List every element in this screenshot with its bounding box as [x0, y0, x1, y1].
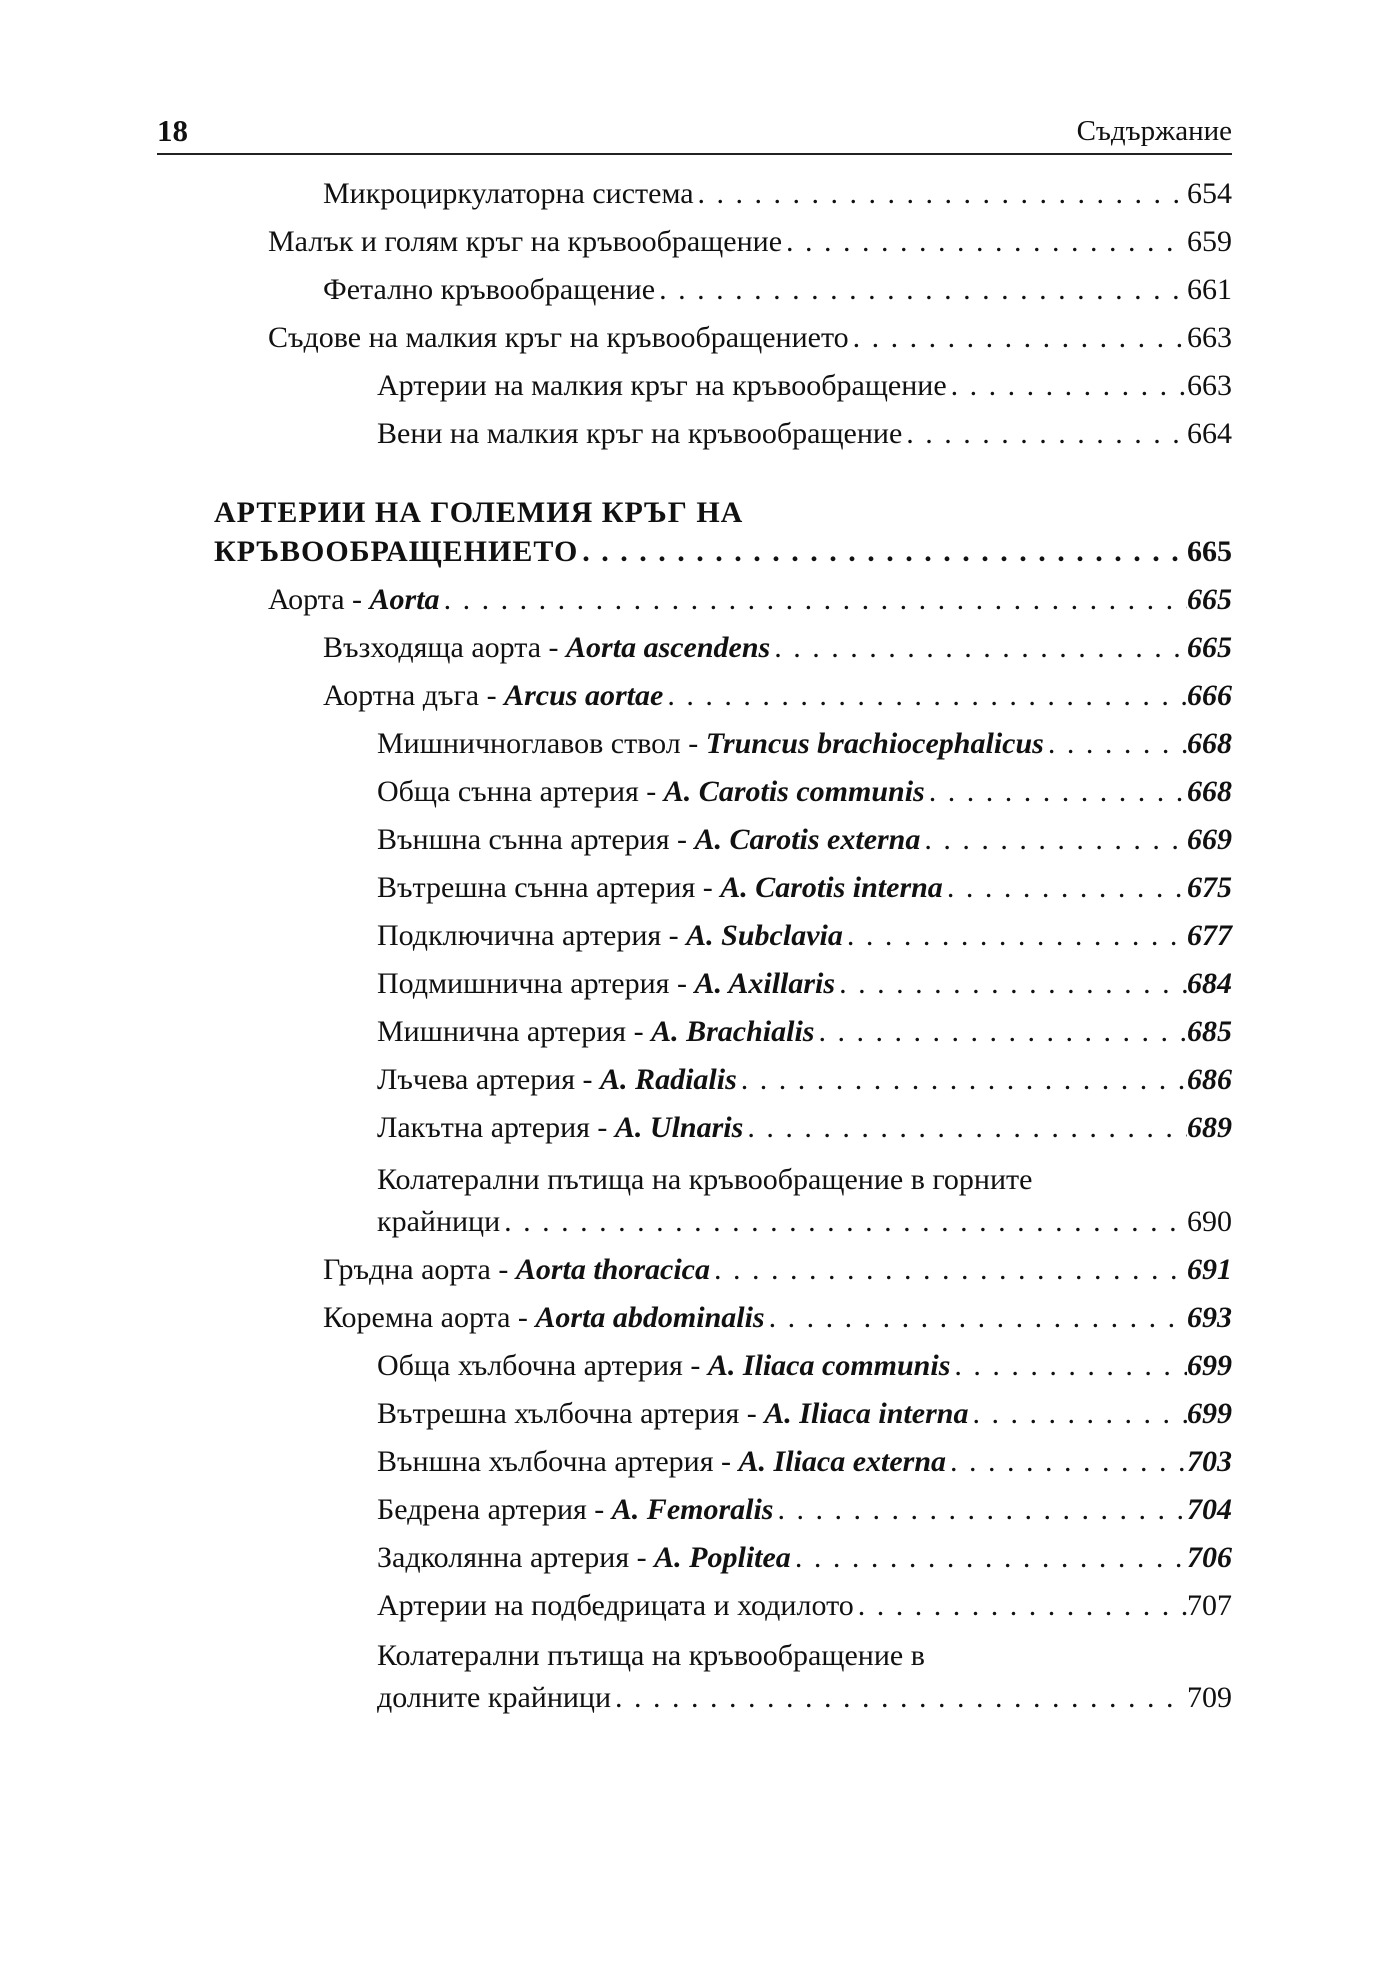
leader-dots: [770, 630, 1187, 666]
toc-entry-latin: Truncus brachiocephalicus: [705, 727, 1044, 760]
toc-entry-page: 707: [1187, 1589, 1232, 1622]
leader-dots: [655, 272, 1187, 308]
toc-entry-title: Лакътна артерия -: [377, 1111, 615, 1144]
toc-entry-title: Мишнична артерия -: [377, 1015, 652, 1048]
leader-dots: [782, 224, 1187, 260]
toc-entry-page: 666: [1187, 679, 1232, 712]
toc-entry-title: Малък и голям кръг на кръвообращение: [268, 225, 783, 258]
section-heading-entry[interactable]: [214, 534, 1232, 570]
toc-entry[interactable]: [377, 726, 1232, 762]
toc-entry[interactable]: [323, 1300, 1232, 1336]
toc-entry-page: 677: [1187, 919, 1232, 952]
toc-entry-latin: Aorta thoracica: [515, 1253, 710, 1286]
leader-dots: [843, 918, 1187, 954]
toc-entry-page: 691: [1187, 1253, 1232, 1286]
leader-dots: [968, 1396, 1187, 1432]
running-head: Съдържание: [1076, 115, 1232, 147]
toc-entry[interactable]: [377, 774, 1232, 810]
toc-entry[interactable]: [377, 1348, 1232, 1384]
toc-entry-title: Външна сънна артерия -: [377, 823, 695, 856]
leader-dots: [500, 1204, 1187, 1240]
toc-entry-title: Външна хълбочна артерия -: [377, 1445, 739, 1478]
leader-dots: [854, 1588, 1187, 1624]
toc-entry-latin: Aorta: [369, 583, 440, 616]
toc-entry-latin: A. Ulnaris: [614, 1111, 744, 1144]
toc-entry-page: 659: [1187, 225, 1232, 258]
toc-entry-latin: Arcus aortae: [504, 679, 664, 712]
toc-entry-latin: A. Iliaca interna: [764, 1397, 969, 1430]
toc-entry-page: 706: [1187, 1541, 1232, 1574]
toc-entry-latin: Aorta abdominalis: [535, 1301, 765, 1334]
leader-dots: [902, 416, 1187, 452]
toc-entry-page: 699: [1187, 1397, 1232, 1430]
toc-entry-page: 668: [1187, 727, 1232, 760]
toc-entry-page: 690: [1187, 1205, 1232, 1238]
toc-entry-page: 665: [1187, 631, 1232, 664]
toc-entry[interactable]: [268, 224, 1232, 260]
leader-dots: [946, 1444, 1187, 1480]
toc-entry[interactable]: [323, 1252, 1232, 1288]
toc-entry-page: 661: [1187, 273, 1232, 306]
toc-entry[interactable]: [377, 1110, 1232, 1146]
leader-dots: [1044, 726, 1187, 762]
leader-dots: [578, 534, 1187, 570]
toc-entry-page: 669: [1187, 823, 1232, 856]
toc-entry-latin: A. Iliaca externa: [738, 1445, 947, 1478]
toc-entry-latin: A. Carotis communis: [663, 775, 925, 808]
toc-entry-latin: A. Axillaris: [694, 967, 836, 1000]
toc-entry-title: Вътрешна хълбочна артерия -: [377, 1397, 765, 1430]
toc-entry[interactable]: [377, 1680, 1232, 1716]
toc-entry-latin: A. Brachialis: [651, 1015, 815, 1048]
toc-entry-title: Вени на малкия кръг на кръвообращение: [377, 417, 903, 450]
leader-dots: [849, 320, 1187, 356]
toc-entry-page: 684: [1187, 967, 1232, 1000]
toc-entry-title: Лъчева артерия -: [377, 1063, 601, 1096]
toc-entry-page: 675: [1187, 871, 1232, 904]
toc-entry[interactable]: [377, 416, 1232, 452]
toc-entry-page: 685: [1187, 1015, 1232, 1048]
toc-entry[interactable]: [377, 822, 1232, 858]
section-heading-page: 665: [1187, 535, 1232, 568]
toc-entry-page: 699: [1187, 1349, 1232, 1382]
leader-dots: [737, 1062, 1187, 1098]
leader-dots: [943, 870, 1187, 906]
leader-dots: [694, 176, 1187, 212]
toc-entry[interactable]: [377, 870, 1232, 906]
toc-entry-latin: A. Femoralis: [611, 1493, 774, 1526]
toc-entry-title: Фетално кръвообращение: [323, 273, 656, 306]
toc-entry-latin: A. Carotis externa: [694, 823, 921, 856]
toc-entry-latin: A. Subclavia: [686, 919, 843, 952]
leader-dots: [710, 1252, 1187, 1288]
toc-entry-page: 654: [1187, 177, 1232, 210]
leader-dots: [925, 774, 1187, 810]
toc-entry-title: Обща сънна артерия -: [377, 775, 664, 808]
section-heading-line1: АРТЕРИИ НА ГОЛЕМИЯ КРЪГ НА: [214, 496, 744, 529]
toc-entry-title: Съдове на малкия кръг на кръвообращението: [268, 321, 849, 354]
toc-entry[interactable]: [377, 966, 1232, 1002]
toc-entry-title-line1[interactable]: Колатерални пътища на кръвообращение в: [377, 1639, 925, 1672]
toc-entry-page: 664: [1187, 417, 1232, 450]
toc-entry-title: Бедрена артерия -: [377, 1493, 612, 1526]
toc-entry[interactable]: [268, 320, 1232, 356]
leader-dots: [950, 1348, 1187, 1384]
toc-entry[interactable]: [377, 918, 1232, 954]
page-header: [157, 111, 1232, 155]
toc-entry-page: 663: [1187, 321, 1232, 354]
toc-entry-page: 709: [1187, 1681, 1232, 1714]
leader-dots: [765, 1300, 1187, 1336]
toc-entry-title: Вътрешна сънна артерия -: [377, 871, 721, 904]
toc-entry-page: 686: [1187, 1063, 1232, 1096]
leader-dots: [440, 582, 1187, 618]
toc-entry-page: 704: [1187, 1493, 1232, 1526]
toc-entry[interactable]: [377, 1062, 1232, 1098]
leader-dots: [814, 1014, 1187, 1050]
toc-entry[interactable]: [323, 272, 1232, 308]
toc-entry-title: Коремна аорта -: [323, 1301, 536, 1334]
toc-entry-page: 689: [1187, 1111, 1232, 1144]
toc-entry-title: Гръдна аорта -: [323, 1253, 516, 1286]
toc-entry-title-line2: крайници: [377, 1205, 501, 1238]
toc-entry-title: Задколянна артерия -: [377, 1541, 655, 1574]
toc-entry-page: 663: [1187, 369, 1232, 402]
toc-entry-title: Подключична артерия -: [377, 919, 687, 952]
leader-dots: [774, 1492, 1188, 1528]
toc-entry-title: Обща хълбочна артерия -: [377, 1349, 708, 1382]
toc-entry-title-line1[interactable]: Колатерални пътища на кръвообращение в горните: [377, 1163, 1033, 1196]
toc-entry-page: 665: [1187, 583, 1232, 616]
leader-dots: [663, 678, 1187, 714]
toc-entry-title: Аортна дъга -: [323, 679, 505, 712]
toc-entry[interactable]: [377, 1588, 1232, 1624]
toc-entry[interactable]: [268, 582, 1232, 618]
toc-entry-latin: A. Carotis interna: [720, 871, 943, 904]
toc-entry-title: Артерии на подбедрицата и ходилото: [377, 1589, 854, 1622]
toc-entry-latin: A. Poplitea: [654, 1541, 791, 1574]
toc-entry[interactable]: [323, 630, 1232, 666]
toc-entry[interactable]: [377, 1204, 1232, 1240]
toc-entry-title: Подмишнична артерия -: [377, 967, 695, 1000]
leader-dots: [920, 822, 1187, 858]
leader-dots: [611, 1680, 1187, 1716]
toc-entry[interactable]: [377, 368, 1232, 404]
toc-entry-title: Възходяща аорта -: [323, 631, 567, 664]
toc-entry-title: Аорта -: [268, 583, 370, 616]
leader-dots: [835, 966, 1187, 1002]
toc-entry[interactable]: [323, 678, 1232, 714]
toc-entry[interactable]: [377, 1396, 1232, 1432]
toc-entry-title: Микроциркулаторна система: [323, 177, 694, 210]
toc-entry[interactable]: [377, 1444, 1232, 1480]
toc-entry-latin: A. Radialis: [600, 1063, 737, 1096]
toc-entry-title: Мишничноглавов ствол -: [377, 727, 706, 760]
toc-entry[interactable]: [377, 1540, 1232, 1576]
leader-dots: [791, 1540, 1187, 1576]
toc-entry-title-line2: долните крайници: [377, 1681, 612, 1714]
page-number: 18: [157, 113, 188, 148]
toc-entry-page: 703: [1187, 1445, 1232, 1478]
toc-entry[interactable]: [323, 176, 1232, 212]
toc-entry-page: 668: [1187, 775, 1232, 808]
leader-dots: [743, 1110, 1187, 1146]
toc-entry[interactable]: [377, 1492, 1232, 1528]
toc-entry-latin: A. Iliaca communis: [707, 1349, 951, 1382]
section-heading-line2: КРЪВООБРАЩЕНИЕТО: [214, 535, 579, 568]
toc-entry-title: Артерии на малкия кръг на кръвообращение: [377, 369, 947, 402]
toc-entry-latin: Aorta ascendens: [566, 631, 771, 664]
leader-dots: [947, 368, 1187, 404]
toc-entry[interactable]: [377, 1014, 1232, 1050]
toc-entry-page: 693: [1187, 1301, 1232, 1334]
